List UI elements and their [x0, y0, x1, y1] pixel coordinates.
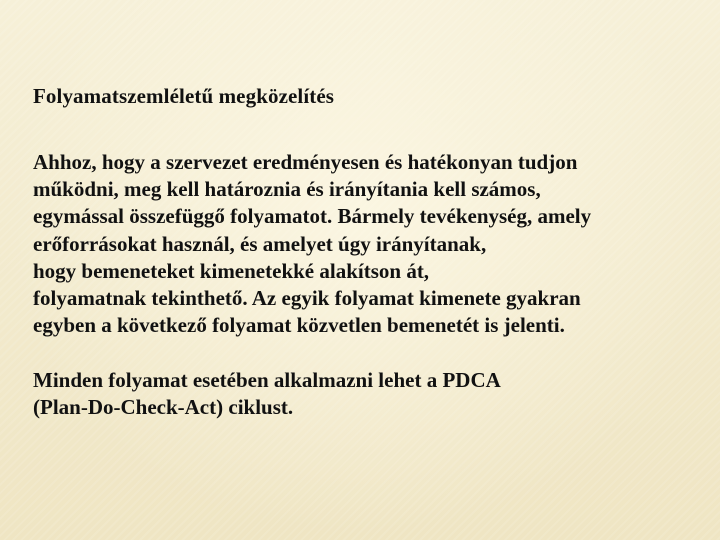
slide-body [33, 149, 693, 421]
paragraph-line: folyamatnak tekinthető. Az egyik folyamat kimenete gyakran [33, 286, 581, 311]
paragraph-line: egyben a következő folyamat közvetlen bemenetét is jelenti. [33, 313, 565, 338]
paragraph-line: (Plan-Do-Check-Act) ciklust. [33, 395, 294, 420]
paragraph-line: működni, meg kell határoznia és irányítania kell számos, [33, 177, 541, 202]
paragraph-line: erőforrásokat használ, és amelyet úgy irányítanak, [33, 231, 487, 256]
paragraph-line: egymással összefüggő folyamatot. Bármely tevékenység, amely [33, 204, 592, 229]
slide-title: Folyamatszemléletű megközelítés [33, 84, 335, 108]
paragraph-pdca [33, 367, 693, 421]
paragraph-process-approach [33, 149, 693, 339]
paragraph-line: Minden folyamat esetében alkalmazni lehet a PDCA [33, 368, 501, 393]
paragraph-line: hogy bemeneteket kimenetekké alakítson át, [33, 258, 430, 283]
paragraph-line: Ahhoz, hogy a szervezet eredményesen és hatékonyan tudjon [33, 150, 578, 174]
